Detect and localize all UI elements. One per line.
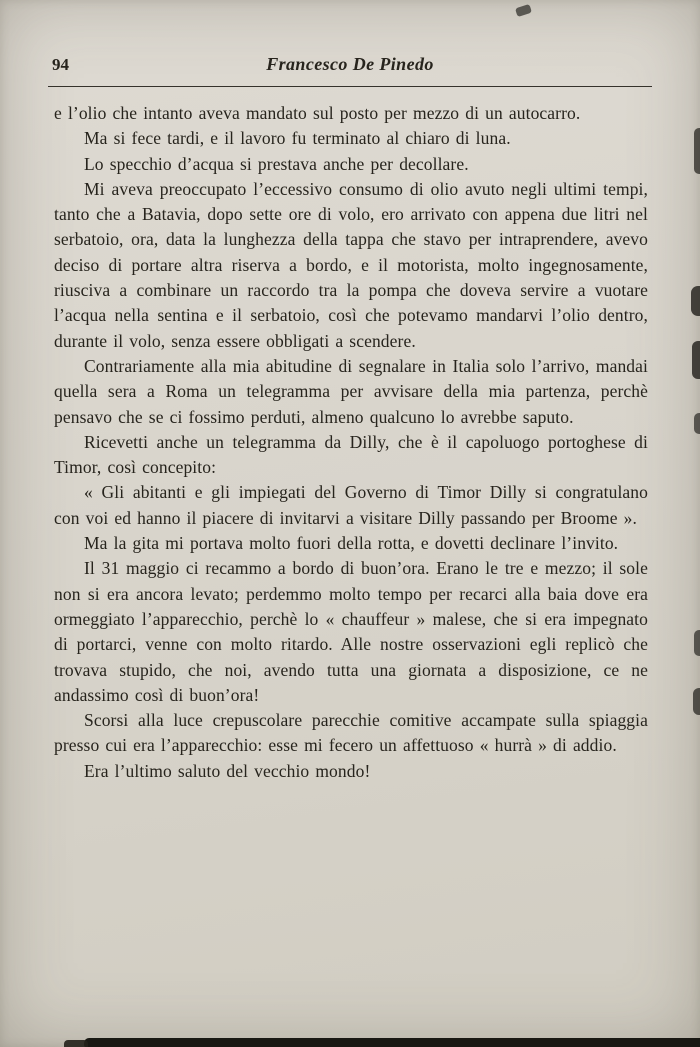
paragraph: Ricevetti anche un telegramma da Dilly, che è il capoluogo portoghese di Timor, così concepito: — [54, 431, 648, 478]
paragraph: e l’olio che intanto aveva mandato sul posto per mezzo di un autocarro. — [54, 103, 581, 123]
paragraph: Scorsi alla luce crepuscolare parecchie comitive accampate sulla spiaggia presso cui era l’apparecchio: esse mi fecero un affettuoso « hurrà » di addio. — [54, 710, 648, 756]
header-rule — [48, 86, 652, 87]
scan-artifact — [694, 128, 700, 174]
scan-artifact — [694, 630, 700, 656]
scan-artifact — [693, 688, 700, 715]
scan-artifact — [84, 1038, 700, 1047]
scan-artifact — [691, 286, 700, 316]
scan-artifact — [515, 4, 532, 17]
page-header — [52, 54, 648, 75]
paragraph: Contrariamente alla mia abitudine di segnalare in Italia solo l’arrivo, mandai quella sera a Roma un telegramma per avvisare della mia partenza, perchè pensavo che se ci fossimo perduti, almeno qualcuno lo avrebbe saputo. — [54, 355, 648, 427]
running-title: Francesco De Pinedo — [266, 54, 434, 74]
paragraph: Ma la gita mi portava molto fuori della rotta, e dovetti declinare l’invito. — [84, 533, 619, 554]
paragraph: Ma si fece tardi, e il lavoro fu terminato al chiaro di luna. — [84, 128, 511, 149]
paragraph: « Gli abitanti e gli impiegati del Governo di Timor Dilly si congratulano con voi ed hanno il piacere di invitarvi a visitare Dilly passando per Broome ». — [54, 482, 648, 528]
paragraph: Era l’ultimo saluto del vecchio mondo! — [84, 760, 371, 781]
scan-artifact — [692, 341, 700, 379]
page-number: 94 — [52, 55, 69, 74]
page-body — [54, 101, 648, 784]
paragraph: Il 31 maggio ci recammo a bordo di buon’ora. Erano le tre e mezzo; il sole non si era ancora levato; perdemmo molto tempo per recarci alla baia dove era ormeggiato l’apparecchio, perchè lo « chauffeur » malese, che si era impegnato di portarci, venne con molto ritardo. Alle nostre osservazioni egli replicò che trovava stupido, che noi, avendo tutta una giornata a disposizione, ce ne andassimo così di buon’ora! — [54, 558, 648, 705]
paragraph: Lo specchio d’acqua si prestava anche per decollare. — [84, 153, 469, 174]
scan-artifact — [694, 413, 700, 434]
scan-artifact — [64, 1040, 88, 1047]
paragraph: Mi aveva preoccupato l’eccessivo consumo di olio avuto negli ultimi tempi, tanto che a Batavia, dopo sette ore di volo, ero arrivato con appena due litri nel serbatoio, ora, data la lunghezza della tappa che stavo per intraprendere, avevo deciso di portare altra riserva a bordo, e il motorista, molto ingegnosamente, riusciva a combinare un raccordo tra la pompa che doveva servire a vuotare l’acqua nella sentina e il serbatoio, così che potevamo mandarvi l’olio dentro, durante il volo, senza essere obbligati a scendere. — [54, 178, 648, 351]
